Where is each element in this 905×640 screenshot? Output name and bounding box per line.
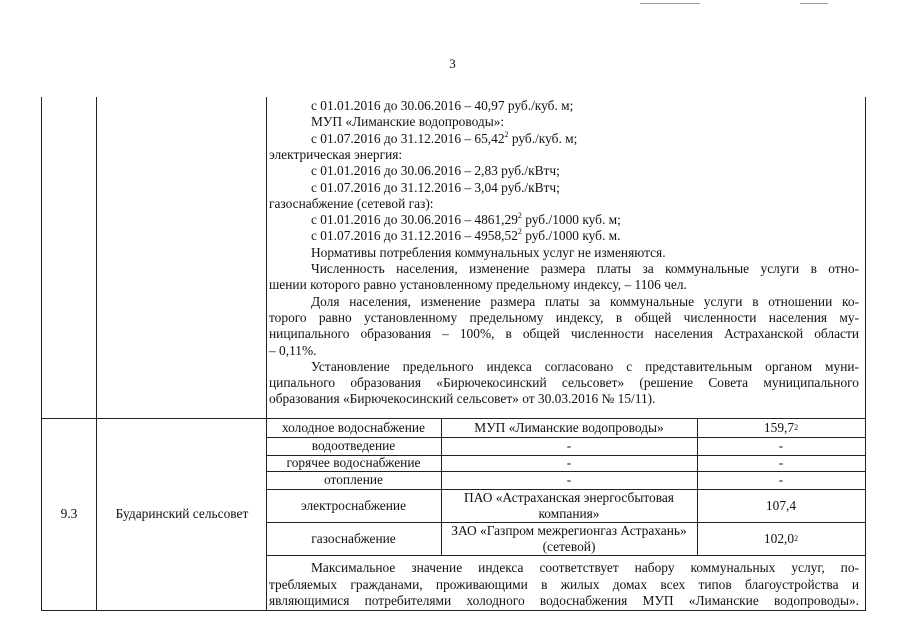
text-line-main: шении которого равно установленному предельному индексу, – 1106 чел. [269, 277, 687, 293]
note-line: требляемых гражданами, проживающими в жилых домах всех типов благоустройства и [269, 576, 859, 592]
page-number: 3 [449, 56, 456, 71]
text-line-main: с 01.07.2016 до 31.12.2016 – 65,42 [311, 130, 505, 146]
service-cell [266, 419, 441, 437]
service-cell [266, 489, 441, 522]
text-line-main: газоснабжение (сетевой газ): [269, 195, 434, 211]
index-value-cell [697, 489, 865, 522]
service-cell-text: электроснабжение [300, 497, 407, 513]
text-line-tail: руб./1000 куб. м; [521, 212, 621, 228]
text-line-main: ниципального образования – 100%, в общей численности населения Астраханской области [269, 326, 859, 342]
service-cell [266, 471, 441, 489]
text-line-main: образования «Бирючекосинский сельсовет» от 30.03.2016 № 15/11). [269, 391, 656, 407]
text-line-main: электрическая энергия: [269, 146, 403, 162]
table [41, 97, 866, 611]
text-line [311, 114, 504, 130]
text-line-main: торого равно установленному предельному индексу, в общей численности населения му- [269, 309, 859, 325]
text-line [311, 294, 859, 310]
text-line-main: с 01.01.2016 до 30.06.2016 – 40,97 руб./куб. м; [311, 98, 574, 113]
index-value-cell-text: - [778, 438, 784, 453]
provider-cell [441, 489, 697, 522]
text-line [269, 391, 655, 407]
text-line [311, 212, 621, 228]
table-border-bottom [41, 610, 866, 611]
text-line-main: Численность населения, изменение размера платы за коммунальные услуги в отно- [311, 261, 859, 276]
index-value-cell-text: - [778, 472, 784, 487]
text-line [311, 98, 573, 114]
text-line [311, 163, 560, 179]
text-line [311, 228, 620, 244]
index-value-cell: 159,7 2 [763, 420, 799, 435]
subtable-column-line [697, 419, 698, 555]
text-line [311, 245, 666, 261]
subtable-row-line [266, 555, 866, 556]
index-value-cell [697, 455, 865, 471]
footnote-mark: 2 [517, 211, 522, 221]
text-line [311, 261, 859, 277]
text-line-main: Нормативы потребления коммунальных услуг не изменяются. [311, 244, 666, 260]
row-municipality: Бударинский сельсовет [115, 506, 249, 521]
text-line-tail: руб./1000 куб. м. [521, 228, 621, 244]
service-cell-text: отопление [324, 472, 383, 487]
index-value-cell: 102,0 2 [763, 530, 799, 546]
service-cell [266, 437, 441, 455]
text-line-main: Установление предельного индекса согласовано с представительным органом муни- [311, 358, 859, 374]
service-cell-text: горячее водоснабжение [286, 455, 421, 470]
text-line [311, 359, 859, 375]
text-line-main: Доля населения, изменение размера платы за коммунальные услуги в отношении ко- [311, 293, 859, 309]
text-line [269, 310, 859, 326]
footnote-mark: 2 [504, 129, 509, 139]
text-line [311, 131, 577, 147]
provider-cell [441, 437, 697, 455]
provider-cell-text: ЗАО «Газпром межрегионгаз Астрахань» (сетевой) [451, 522, 687, 554]
footnote-mark: 2 [517, 227, 522, 237]
text-line-main: с 01.01.2016 до 30.06.2016 – 2,83 руб./кВтч; [311, 163, 560, 179]
text-line [269, 147, 402, 163]
index-value-cell [697, 471, 865, 489]
subtable-column-line [441, 419, 442, 555]
service-cell [266, 522, 441, 555]
index-value-cell-text: 159,7 [763, 420, 795, 435]
provider-cell-text: - [566, 472, 572, 487]
provider-cell [441, 455, 697, 471]
scan-edge-mark [800, 3, 828, 4]
text-line-main: с 01.01.2016 до 30.06.2016 – 4861,29 [311, 212, 518, 228]
provider-cell-text: - [566, 455, 572, 470]
table-border-right [865, 97, 866, 611]
text-line [269, 277, 687, 293]
service-cell [266, 455, 441, 471]
row-number: 9.3 [60, 506, 78, 521]
text-line [269, 326, 859, 342]
text-line [311, 180, 560, 196]
text-line-main: МУП «Лиманские водопроводы»: [311, 114, 505, 130]
provider-cell [441, 419, 697, 437]
service-cell-text: газоснабжение [311, 530, 396, 546]
text-line-main: с 01.07.2016 до 31.12.2016 – 4958,52 [311, 228, 518, 244]
text-line-main: – 0,11%. [269, 342, 317, 358]
text-line-main: ципального образования «Бирючекосинский сельсовет» (решение Совета муниципального [269, 375, 859, 391]
text-line-main: с 01.07.2016 до 31.12.2016 – 3,04 руб./кВтч; [311, 179, 560, 195]
provider-cell [441, 522, 697, 555]
provider-cell-text: МУП «Лиманские водопроводы» [474, 420, 664, 435]
index-value-cell-text: 102,0 [763, 530, 795, 546]
note-line: являющимися потребителями холодного водоснабжения МУП «Лиманские водопроводы». [269, 593, 859, 608]
text-line [269, 196, 434, 212]
table-divider-number [96, 97, 97, 611]
provider-cell-text: - [566, 438, 572, 453]
index-value-cell-text: 107,4 [765, 497, 797, 513]
service-cell-text: водоотведение [311, 438, 396, 453]
index-value-cell [697, 437, 865, 455]
table-border-left [41, 97, 42, 611]
text-line [269, 375, 859, 391]
provider-cell-text: ПАО «Астраханская энергосбытовая компания» [464, 489, 674, 521]
note-line: Максимальное значение индекса соответствует набору коммунальных услуг, по- [311, 560, 859, 575]
service-cell-text: холодное водоснабжение [281, 420, 426, 435]
provider-cell [441, 471, 697, 489]
scan-edge-mark [640, 3, 700, 4]
index-value-cell-text: - [778, 455, 784, 470]
text-line-tail: руб./куб. м; [508, 130, 578, 146]
text-line [269, 343, 316, 359]
